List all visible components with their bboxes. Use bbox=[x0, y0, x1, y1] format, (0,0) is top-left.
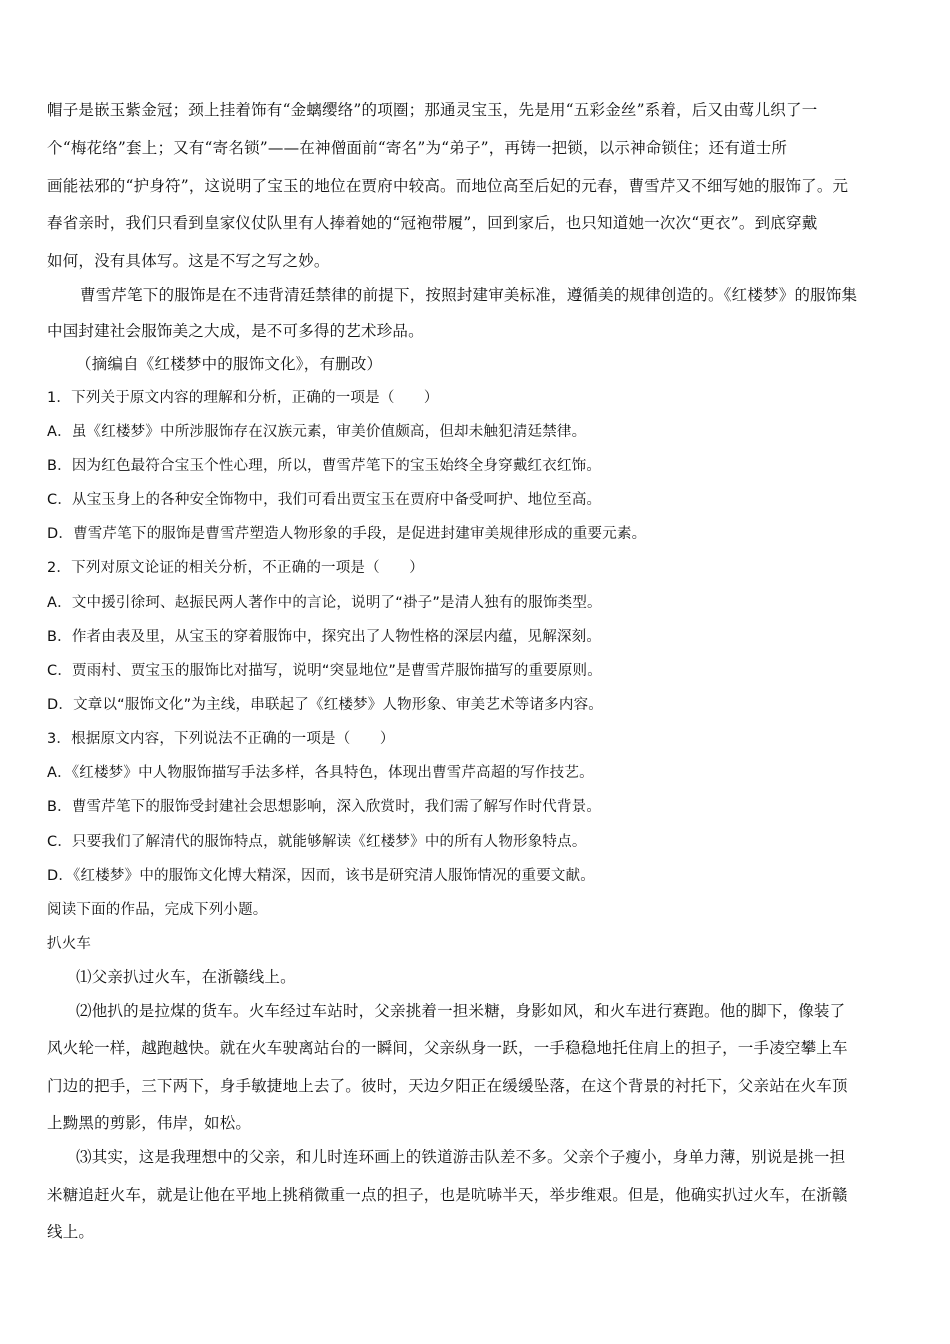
reading-paragraph-2-line: ⑵他扒的是拉煤的货车。火车经过车站时，父亲挑着一担米糖，身影如风，和火车进行赛跑。他的脚下，像装了 bbox=[76, 1002, 846, 1020]
question-option: A．文中援引徐珂、赵振民两人著作中的言论，说明了“褂子”是清人独有的服饰类型。 bbox=[47, 595, 602, 611]
passage-paragraph-line: 曹雪芹笔下的服饰是在不违背清廷禁律的前提下，按照封建审美标准，遵循美的规律创造的。《红楼梦》的服饰集 bbox=[80, 286, 858, 304]
reading-paragraph-3-line: 米糖追赶火车，就是让他在平地上挑稍微重一点的担子，也是吭哧半天，举步维艰。但是，他确实扒过火车，在浙赣 bbox=[47, 1186, 848, 1204]
question-option: A．《红楼梦》中人物服饰描写手法多样，各具特色，体现出曹雪芹高超的写作技艺。 bbox=[47, 765, 594, 781]
question-option: B．因为红色最符合宝玉个性心理，所以，曹雪芹笔下的宝玉始终全身穿戴红衣红饰。 bbox=[47, 458, 602, 474]
passage-line: 帽子是嵌玉紫金冠；颈上挂着饰有“金螭缨络”的项圈；那通灵宝玉，先是用“五彩金丝”系着，后又由莺儿织了一 bbox=[47, 101, 818, 119]
reading-paragraph-3-line: ⑶其实，这是我理想中的父亲，和儿时连环画上的铁道游击队差不多。父亲个子瘦小，身单力薄，别说是挑一担 bbox=[76, 1148, 846, 1166]
passage-line: 画能祛邪的“护身符”，这说明了宝玉的地位在贾府中较高。而地位高至后妃的元春，曹雪芹又不细写她的服饰了。元 bbox=[47, 177, 849, 195]
question-option: D．文章以“服饰文化”为主线，串联起了《红楼梦》人物形象、审美艺术等诸多内容。 bbox=[47, 697, 603, 713]
question-option: B．作者由表及里，从宝玉的穿着服饰中，探究出了人物性格的深层内蕴，见解深刻。 bbox=[47, 629, 602, 645]
question-stem: 2．下列对原文论证的相关分析，不正确的一项是（ ） bbox=[47, 560, 424, 576]
question-option: C．只要我们了解清代的服饰特点，就能够解读《红楼梦》中的所有人物形象特点。 bbox=[47, 834, 587, 850]
source-citation: （摘编自《红楼梦中的服饰文化》，有删改） bbox=[76, 355, 383, 373]
passage-line: 春省亲时，我们只看到皇家仪仗队里有人捧着她的“冠袍带履”，回到家后，也只知道她一次次“更衣”。到底穿戴 bbox=[47, 214, 818, 232]
passage-line: 如何，没有具体写。这是不写之写之妙。 bbox=[47, 252, 330, 270]
reading-paragraph-2-line: 门边的把手，三下两下，身手敏捷地上去了。彼时，天边夕阳正在缓缓坠落，在这个背景的衬托下，父亲站在火车顶 bbox=[47, 1077, 848, 1095]
question-option: B．曹雪芹笔下的服饰受封建社会思想影响，深入欣赏时，我们需了解写作时代背景。 bbox=[47, 799, 602, 815]
reading-paragraph-1: ⑴父亲扒过火车，在浙赣线上。 bbox=[76, 968, 296, 986]
question-option: D．《红楼梦》中的服饰文化博大精深，因而，该书是研究清人服饰情况的重要文献。 bbox=[47, 868, 596, 884]
question-option: D．曹雪芹笔下的服饰是曹雪芹塑造人物形象的手段，是促进封建审美规律形成的重要元素。 bbox=[47, 526, 647, 542]
reading-title: 扒火车 bbox=[47, 936, 92, 952]
passage-line: 个“梅花络”套上；又有“寄名锁”——在神僧面前“寄名”为“弟子”，再铸一把锁，以示神命锁住；还有道士所 bbox=[47, 139, 788, 157]
reading-paragraph-2-line: 风火轮一样，越跑越快。就在火车驶离站台的一瞬间，父亲纵身一跃，一手稳稳地托住肩上的担子，一手凌空攀上车 bbox=[47, 1039, 848, 1057]
question-option: C．从宝玉身上的各种安全饰物中，我们可看出贾宝玉在贾府中备受呵护、地位至高。 bbox=[47, 492, 602, 508]
reading-paragraph-2-line: 上黝黑的剪影，伟岸，如松。 bbox=[47, 1114, 252, 1132]
question-option: C．贾雨村、贾宝玉的服饰比对描写，说明“突显地位”是曹雪芹服饰描写的重要原则。 bbox=[47, 663, 602, 679]
question-stem: 3．根据原文内容，下列说法不正确的一项是（ ） bbox=[47, 731, 395, 747]
question-option: A．虽《红楼梦》中所涉服饰存在汉族元素，审美价值颇高，但却未触犯清廷禁律。 bbox=[47, 424, 587, 440]
passage-paragraph-line: 中国封建社会服饰美之大成，是不可多得的艺术珍品。 bbox=[47, 322, 424, 340]
reading-paragraph-3-line: 线上。 bbox=[47, 1223, 95, 1241]
question-stem: 1．下列关于原文内容的理解和分析，正确的一项是（ ） bbox=[47, 390, 439, 406]
reading-instruction: 阅读下面的作品，完成下列小题。 bbox=[47, 902, 268, 918]
